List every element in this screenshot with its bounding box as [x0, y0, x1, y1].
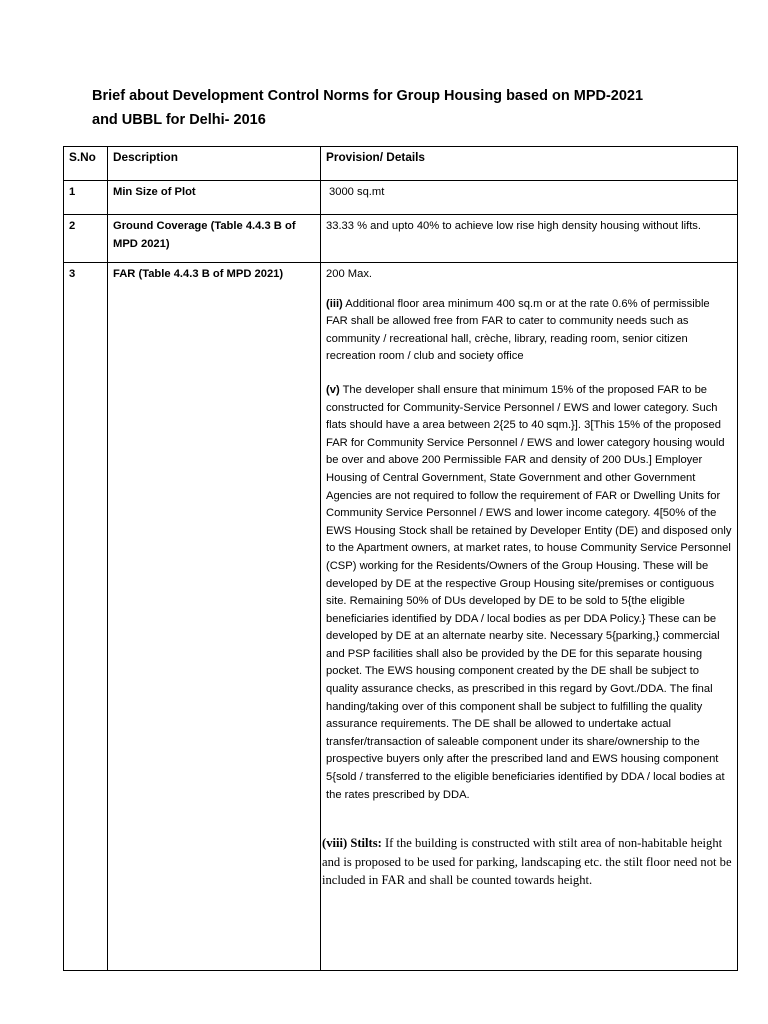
table-row — [64, 263, 738, 971]
norms-table — [63, 146, 738, 971]
provision-text: 33.33 % and upto 40% to achieve low rise high density housing without lifts. — [326, 220, 702, 232]
clause-v-label: (v) — [326, 383, 340, 396]
provision-intro: 200 Max. — [326, 268, 373, 280]
title-line-1: Brief about Development Control Norms for Group Housing based on MPD-2021 — [92, 88, 644, 104]
header-description: Description — [108, 147, 321, 181]
table-header-row — [64, 147, 738, 181]
header-sno: S.No — [64, 147, 108, 181]
row-provision — [321, 215, 738, 263]
header-provision: Provision/ Details — [321, 147, 738, 181]
clause-v — [326, 382, 734, 804]
clause-iii-text: Additional floor area minimum 400 sq.m or at the rate 0.6% of permissible FAR shall be allowed free from FAR to cater to community needs such as community / recreational hall, crèche, library, reading room, senior citizen recreation room / club and society office — [326, 297, 710, 363]
table-row — [64, 181, 738, 215]
row-description: Min Size of Plot — [108, 181, 321, 215]
row-description: FAR (Table 4.4.3 B of MPD 2021) — [108, 263, 321, 971]
row-provision — [321, 263, 738, 971]
row-sno: 2 — [64, 215, 108, 263]
clause-iii — [326, 296, 734, 366]
row-description: Ground Coverage (Table 4.4.3 B of MPD 2021) — [108, 215, 321, 263]
clause-viii-text: If the building is constructed with stilt area of non-habitable height and is proposed to be used for parking, landscaping etc. the stilt floor need not be included in FAR and shall be counted towards height. — [322, 836, 732, 888]
clause-viii — [322, 834, 734, 890]
row-provision — [321, 181, 738, 215]
row-sno: 3 — [64, 263, 108, 971]
clause-viii-label: (viii) Stilts: — [322, 836, 382, 851]
document-title — [92, 84, 732, 132]
row-sno: 1 — [64, 181, 108, 215]
clause-iii-label: (iii) — [326, 297, 343, 310]
title-line-2: and UBBL for Delhi- 2016 — [92, 112, 266, 128]
table-row — [64, 215, 738, 263]
provision-text: 3000 sq.mt — [329, 186, 385, 198]
clause-v-text: The developer shall ensure that minimum 15% of the proposed FAR to be constructed for Community-Service Personnel / EWS and lower category. Such flats should have a area between 2{25 to 40 sqm.}]. 3[This 15% of the proposed FAR for Community Service Personnel / EWS and lower category housing would be over and above 200 Permissible FAR and density of 200 DUs.] Employer Housing of Central Government, State Government and other Government Agencies are not required to follow the requirement of FAR or Dwelling Units for Community Service Personnel / EWS and lower income category. 4[50% of the EWS Housing Stock shall be retained by Developer Entity (DE) and disposed only to the Apartment owners, at market rates, to house Community Service Personnel (CSP) working for the Residents/Owners of the Group Housing. These will be developed by DE at the respective Group Housing site/premises or contiguous site. Remaining 50% of DUs developed by DE to be sold to 5{the eligible beneficiaries identified by DDA / local bodies as per DDA Policy.} These can be developed by DE at an alternate nearby site. Necessary 5{parking,} commercial and PSP facilities shall also be provided by the DE for this separate housing pocket. The EWS housing component created by the DE shall be subject to quality assurance checks, as prescribed in this regard by Govt./DDA. The final handing/taking over of this component shall be subject to fulfilling the quality assurance requirements. The DE shall be allowed to undertake actual transfer/transaction of saleable component under its share/ownership to the prospective buyers only after the prescribed land and EWS housing component 5{sold / transferred to the eligible beneficiaries identified by DDA / local bodies at the rates prescribed by DDA. — [326, 383, 732, 801]
